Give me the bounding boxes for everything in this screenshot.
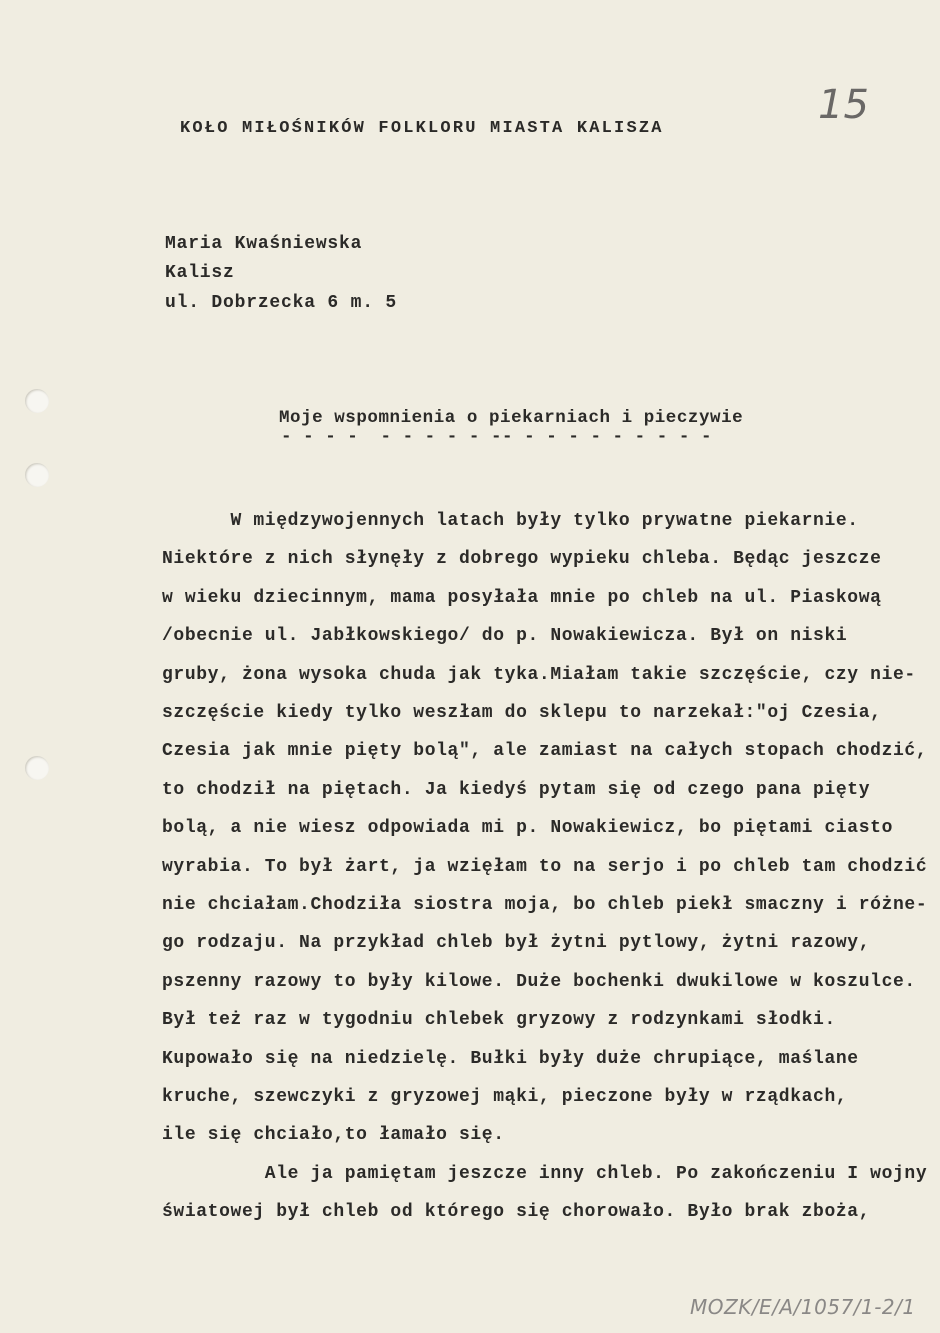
body-line: światowej był chleb od którego się chorowało. Było brak zboża, bbox=[162, 1202, 871, 1223]
body-line: W międzywojennych latach były tylko prywatne piekarnie. bbox=[162, 511, 859, 531]
body-line: ile się chciało,to łamało się. bbox=[162, 1125, 505, 1146]
author-city: Kalisz bbox=[165, 263, 235, 283]
body-line: Kupowało się na niedzielę. Bułki były duże chrupiące, maślane bbox=[162, 1048, 859, 1069]
body-line: Czesia jak mnie pięty bolą", ale zamiast na całych stopach chodzić, bbox=[162, 741, 928, 762]
body-line: w wieku dziecinnym, mama posyłała mnie po chleb na ul. Piaskową bbox=[162, 587, 882, 608]
title-underline: - - - - - - - - - -- - - - - - - - - - bbox=[281, 427, 713, 447]
body-line: bolą, a nie wiesz odpowiada mi p. Nowakiewicz, bo piętami ciasto bbox=[162, 818, 893, 839]
body-line: go rodzaju. Na przykład chleb był żytni pytlowy, żytni razowy, bbox=[162, 933, 871, 954]
punch-hole bbox=[25, 756, 49, 780]
body-line: pszenny razowy to były kilowe. Duże bochenki dwukilowe w koszulce. bbox=[162, 971, 916, 992]
author-name: Maria Kwaśniewska bbox=[165, 234, 363, 254]
body-line: Niektóre z nich słynęły z dobrego wypieku chleba. Będąc jeszcze bbox=[162, 549, 882, 570]
body-line: to chodził na piętach. Ja kiedyś pytam się od czego pana pięty bbox=[162, 779, 871, 800]
body-line: Był też raz w tygodniu chlebek gryzowy z rodzynkami słodki. bbox=[162, 1010, 836, 1031]
body-line: kruche, szewczyki z gryzowej mąki, pieczone były w rządkach, bbox=[162, 1087, 848, 1107]
punch-hole bbox=[25, 389, 49, 413]
body-line: wyrabia. To był żart, ja wzięłam to na serjo i po chleb tam chodzić bbox=[162, 856, 928, 877]
body-line: gruby, żona wysoka chuda jak tyka.Miałam takie szczęście, czy nie- bbox=[162, 664, 916, 685]
document-title: Moje wspomnienia o piekarniach i pieczywie bbox=[279, 408, 744, 428]
organization-header: KOŁO MIŁOŚNIKÓW FOLKLORU MIASTA KALISZA bbox=[180, 119, 664, 138]
body-line: nie chciałam.Chodziła siostra moja, bo chleb piekł smaczny i różne- bbox=[162, 895, 928, 915]
body-line: szczęście kiedy tylko weszłam do sklepu to narzekał:"oj Czesia, bbox=[162, 703, 882, 723]
archive-signature: MOZK/E/A/1057/1-2/1 bbox=[690, 1295, 916, 1319]
handwritten-page-number: 15 bbox=[818, 82, 869, 128]
body-line: /obecnie ul. Jabłkowskiego/ do p. Nowakiewicza. Był on niski bbox=[162, 626, 848, 647]
body-line: Ale ja pamiętam jeszcze inny chleb. Po zakończeniu I wojny bbox=[162, 1163, 928, 1184]
punch-hole bbox=[25, 463, 49, 487]
author-street: ul. Dobrzecka 6 m. 5 bbox=[165, 293, 398, 313]
